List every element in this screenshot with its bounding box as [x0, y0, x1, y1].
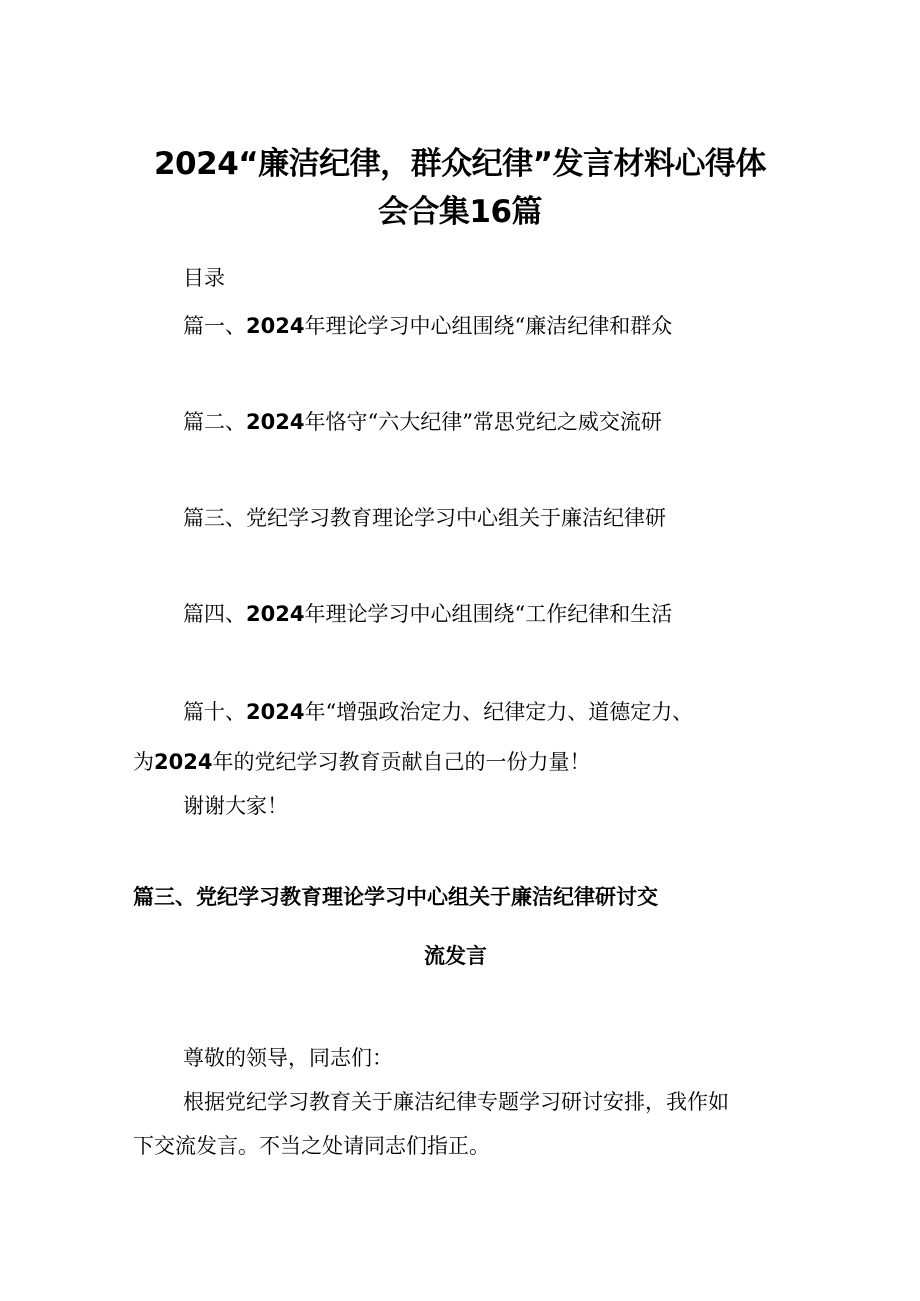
toc-item-text: 年理论学习中心组围绕“廉洁纪律和群众: [304, 314, 673, 338]
body-paragraph-line-1: 根据党纪学习教育关于廉洁纪律专题学习研讨安排，我作如: [183, 1090, 729, 1114]
toc-item-2: [183, 407, 662, 437]
salutation: 尊敬的领导，同志们：: [183, 1046, 393, 1070]
closing-line: [133, 747, 590, 777]
toc-item-year: 2024: [246, 410, 305, 434]
section-title-line-2: 流发言: [424, 944, 487, 968]
toc-item-3: [183, 503, 666, 533]
document-title-line-1: 2024“廉洁纪律，群众纪律”发言材料心得体: [153, 146, 767, 182]
toc-item-year: 2024: [246, 602, 305, 626]
toc-item-year: 2024: [246, 314, 305, 338]
closing-line-year: 2024: [154, 750, 213, 774]
document-title-line-2: 会合集16篇: [377, 194, 543, 230]
toc-item-1: [183, 311, 672, 341]
thanks-line: 谢谢大家！: [183, 794, 288, 818]
body-paragraph-line-2: 下交流发言。不当之处请同志们指正。: [133, 1134, 490, 1158]
closing-line-text: 年的党纪学习教育贡献自己的一份力量！: [212, 750, 591, 774]
toc-item-prefix: 篇三、: [183, 506, 246, 530]
section-title-line-1: 篇三、党纪学习教育理论学习中心组关于廉洁纪律研讨交: [133, 885, 658, 909]
toc-item-prefix: 篇四、: [183, 602, 246, 626]
toc-item-5: [183, 697, 693, 727]
toc-item-text: 年理论学习中心组围绕“工作纪律和生活: [304, 602, 673, 626]
toc-item-prefix: 篇二、: [183, 410, 246, 434]
toc-item-text: 党纪学习教育理论学习中心组关于廉洁纪律研: [246, 506, 666, 530]
toc-item-4: [183, 599, 672, 629]
toc-item-text: 年“增强政治定力、纪律定力、道德定力、: [304, 700, 694, 724]
toc-item-prefix: 篇十、: [183, 700, 246, 724]
toc-label: 目录: [183, 266, 225, 290]
toc-item-year: 2024: [246, 700, 305, 724]
toc-item-text: 年恪守“六大纪律”常思党纪之威交流研: [304, 410, 662, 434]
closing-line-prefix: 为: [133, 750, 154, 774]
toc-item-prefix: 篇一、: [183, 314, 246, 338]
